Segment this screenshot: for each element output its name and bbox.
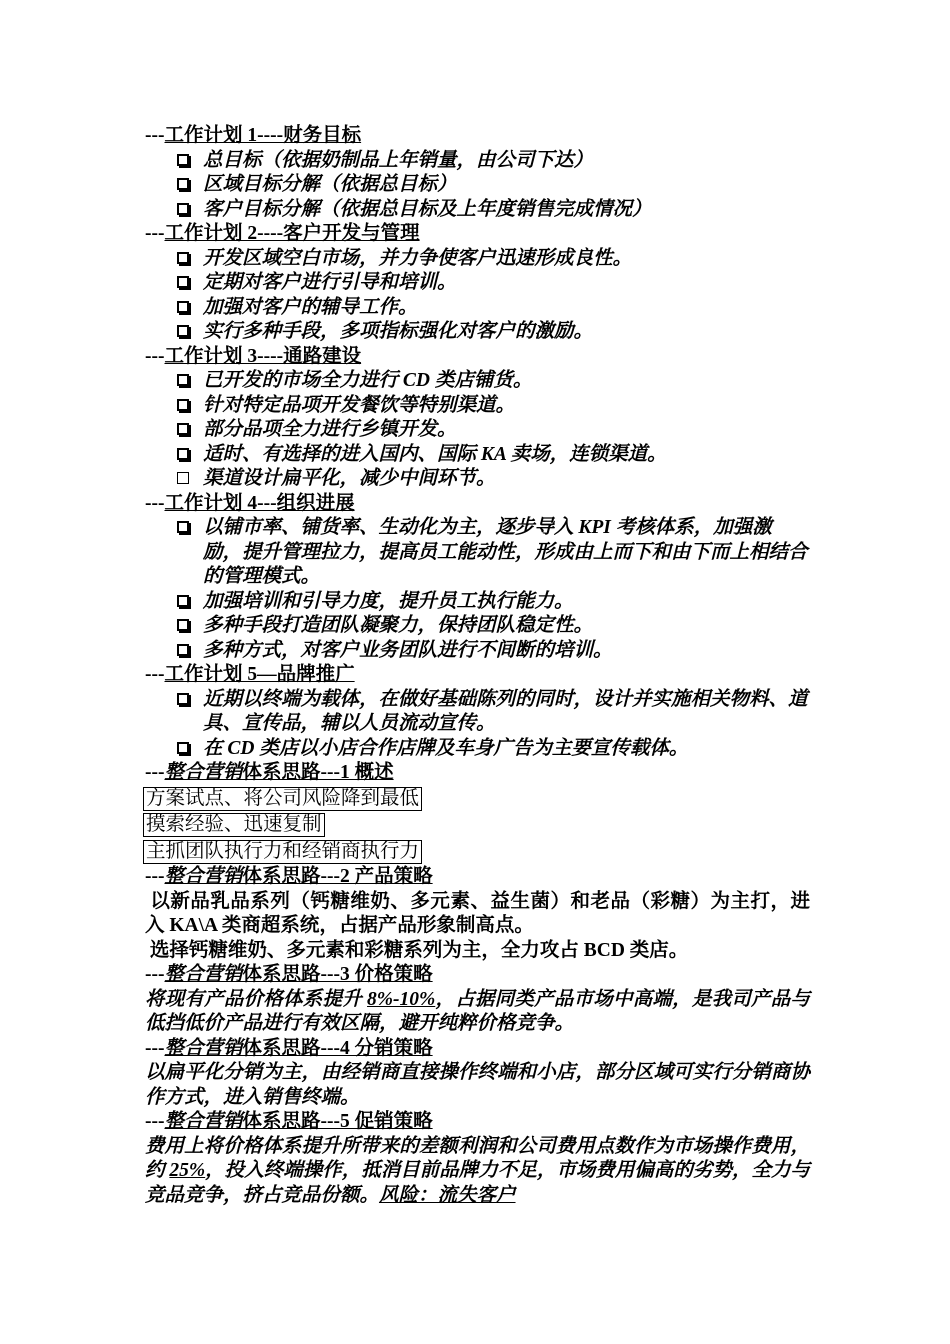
checkbox-bullet-icon — [177, 693, 189, 705]
plan-2-title: 工作计划 2----客户开发与管理 — [164, 223, 420, 244]
list-item: 已开发的市场全力进行 CD 类店铺货。 — [145, 369, 810, 394]
checkbox-bullet-icon — [177, 644, 189, 656]
list-item: 部分品项全力进行乡镇开发。 — [145, 418, 810, 443]
paragraph: 费用上将价格体系提升所带来的差额利润和公司费用点数作为市场操作费用，约 25%，投入终端操作，抵消目前品牌力不足，市场费用偏高的劣势，全力与竞品竞争，挤占竞品份额。风险：流失客户 — [145, 1135, 810, 1206]
plan-2-prefix: --- — [145, 223, 165, 244]
list-item: 以铺市率、铺货率、生动化为主，逐步导入 KPI 考核体系，加强激励，提升管理拉力，提高员工能动性，形成由上而下和由下而上相结合的管理模式。 — [145, 516, 810, 590]
list-item: 多种方式，对客户业务团队进行不间断的培训。 — [145, 639, 810, 664]
plan-3-prefix: --- — [145, 345, 165, 367]
checkbox-bullet-icon — [177, 178, 189, 190]
checkbox-bullet-icon — [177, 472, 189, 484]
list-item: 区域目标分解（依据总目标） — [145, 173, 810, 198]
paragraph: 将现有产品价格体系提升 8%-10%，占据同类产品市场中高端，是我司产品与低挡低价产品进行有效区隔，避开纯粹价格竞争。 — [145, 988, 810, 1034]
plan-4-title: 工作计划 4---组织进展 — [164, 492, 355, 514]
list-item: 在 CD 类店以小店合作店牌及车身广告为主要宣传载体。 — [145, 737, 810, 762]
checkbox-bullet-icon — [177, 374, 189, 386]
checkbox-bullet-icon — [177, 154, 189, 166]
plan-3-heading — [145, 345, 810, 370]
checkbox-bullet-icon — [177, 252, 189, 264]
checkbox-bullet-icon — [177, 423, 189, 435]
list-item: 客户目标分解（依据总目标及上年度销售完成情况） — [145, 198, 810, 223]
list-item: 多种手段打造团队凝聚力，保持团队稳定性。 — [145, 614, 810, 639]
strategy-3-heading: ---整合营销体系思路---3 价格策略 — [145, 964, 433, 985]
plan-1-title: 工作计划 1----财务目标 — [164, 125, 362, 146]
list-item: 加强培训和引导力度，提升员工执行能力。 — [145, 590, 810, 615]
strategy-5-heading: ---整合营销体系思路---5 促销策略 — [145, 1111, 433, 1132]
list-item: 适时、有选择的进入国内、国际 KA 卖场，连锁渠道。 — [145, 443, 810, 468]
checkbox-bullet-icon — [177, 325, 189, 337]
document-body — [145, 124, 810, 1208]
list-item: 定期对客户进行引导和培训。 — [145, 271, 810, 296]
plan-1-prefix: --- — [145, 125, 165, 146]
plan-3-title: 工作计划 3----通路建设 — [164, 345, 362, 367]
strategy-1-heading: ---整合营销体系思路---1 概述 — [145, 762, 394, 783]
checkbox-bullet-icon — [177, 448, 189, 460]
list-item: 开发区域空白市场，并力争使客户迅速形成良性。 — [145, 247, 810, 272]
plan-4-heading — [145, 492, 810, 517]
strategy-2-heading: ---整合营销体系思路---2 产品策略 — [145, 866, 433, 887]
checkbox-bullet-icon — [177, 203, 189, 215]
checkbox-bullet-icon — [177, 301, 189, 313]
plan-5-title: 工作计划 5—品牌推广 — [164, 664, 355, 685]
checkbox-bullet-icon — [177, 521, 189, 533]
plan-5-prefix: --- — [145, 664, 165, 685]
plan-2-heading — [145, 222, 810, 247]
list-item: 总目标（依据奶制品上年销量，由公司下达） — [145, 149, 810, 174]
risk-note: 风险：流失客户 — [379, 1184, 516, 1206]
list-item: 加强对客户的辅导工作。 — [145, 296, 810, 321]
boxed-text: 方案试点、将公司风险降到最低 — [143, 787, 422, 811]
boxed-line — [145, 839, 810, 866]
boxed-line — [145, 786, 810, 813]
plan-4-prefix: --- — [145, 492, 165, 514]
paragraph: 以扁平化分销为主，由经销商直接操作终端和小店，部分区域可实行分销商协作方式，进入销售终端。 — [145, 1062, 810, 1108]
strategy-4-heading: ---整合营销体系思路---4 分销策略 — [145, 1037, 433, 1059]
paragraph: 以新品乳品系列（钙糖维奶、多元素、益生菌）和老品（彩糖）为主打，进入 KA\A 类商超系统，占据产品形象制高点。 — [145, 890, 810, 936]
checkbox-bullet-icon — [177, 399, 189, 411]
paragraph: 选择钙糖维奶、多元素和彩糖系列为主，全力攻占 BCD 类店。 — [145, 939, 689, 961]
boxed-text: 主抓团队执行力和经销商执行力 — [143, 840, 422, 864]
list-item: 近期以终端为载体，在做好基础陈列的同时，设计并实施相关物料、道具、宣传品，辅以人员流动宣传。 — [145, 688, 810, 737]
boxed-line — [145, 812, 810, 839]
checkbox-bullet-icon — [177, 619, 189, 631]
checkbox-bullet-icon — [177, 595, 189, 607]
checkbox-bullet-icon — [177, 742, 189, 754]
boxed-text: 摸索经验、迅速复制 — [143, 813, 325, 837]
list-item: 针对特定品项开发餐饮等特别渠道。 — [145, 394, 810, 419]
plan-5-heading — [145, 663, 810, 688]
plan-1-heading — [145, 124, 810, 149]
list-item: 实行多种手段，多项指标强化对客户的激励。 — [145, 320, 810, 345]
checkbox-bullet-icon — [177, 276, 189, 288]
list-item: 渠道设计扁平化，减少中间环节。 — [145, 467, 810, 492]
